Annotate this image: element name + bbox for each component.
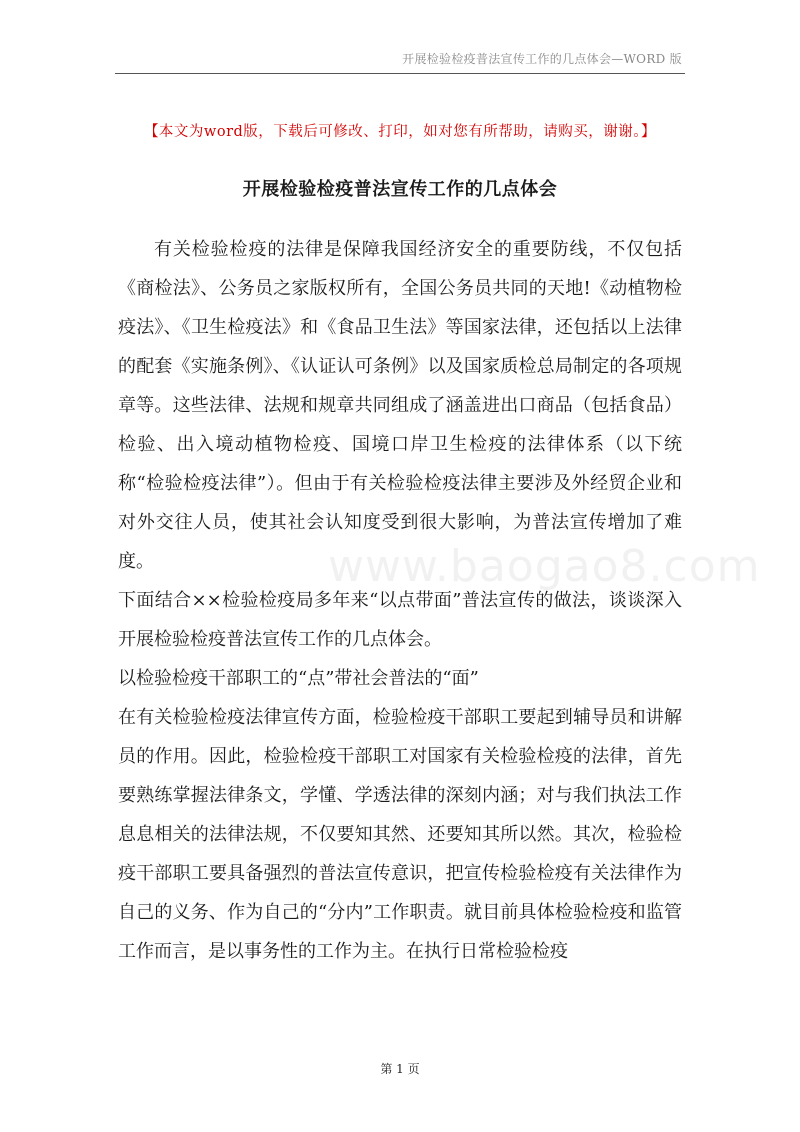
document-body [118, 230, 682, 971]
document-title: 开展检验检疫普法宣传工作的几点体会 [242, 179, 558, 200]
watermark: www.baogao8.com [328, 541, 761, 592]
paragraph-overview: 下面结合××检验检疫局多年来“以点带面”普法宣传的做法，谈谈深入开展检验检疫普法宣传工作的几点体会。 [118, 590, 682, 650]
paragraph-section-body: 在有关检验检疫法律宣传方面，检验检疫干部职工要起到辅导员和讲解员的作用。因此，检验检疫干部职工对国家有关检验检疫的法律，首先要熟练掌握法律条文，学懂、学透法律的深刻内涵；对与我们执法工作息息相关的法律法规，不仅要知其然、还要知其所以然。其次，检验检疫干部职工要具备强烈的普法宣传意识，把宣传检验检疫有关法律作为自己的义务、作为自己的“分内”工作职责。就目前具体检验检疫和监管工作而言，是以事务性的工作为主。在执行日常检验检疫 [118, 707, 682, 962]
purchase-notice: 【本文为word版，下载后可修改、打印，如对您有所帮助，请购买，谢谢。】 [143, 124, 657, 140]
running-header: 开展检验检疫普法宣传工作的几点体会—WORD 版 [402, 52, 682, 66]
section-heading: 以检验检疫干部职工的“点”带社会普法的“面” [118, 668, 479, 689]
header-divider [115, 73, 685, 74]
page-number: 第 1 页 [380, 1062, 420, 1076]
paragraph-intro: 有关检验检疫的法律是保障我国经济安全的重要防线，不仅包括《商检法》、公务员之家版权所有，全国公务员共同的天地!《动植物检疫法》、《卫生检疫法》和《食品卫生法》等国家法律，还包括以上法律的配套《实施条例》、《认证认可条例》以及国家质检总局制定的各项规章等。这些法律、法规和规章共同组成了涵盖进出口商品（包括食品）检验、出入境动植物检疫、国境口岸卫生检疫的法律体系（以下统称“检验检疫法律”）。但由于有关检验检疫法律主要涉及外经贸企业和对外交往人员，使其社会认知度受到很大影响，为普法宣传增加了难度。 [118, 239, 682, 572]
